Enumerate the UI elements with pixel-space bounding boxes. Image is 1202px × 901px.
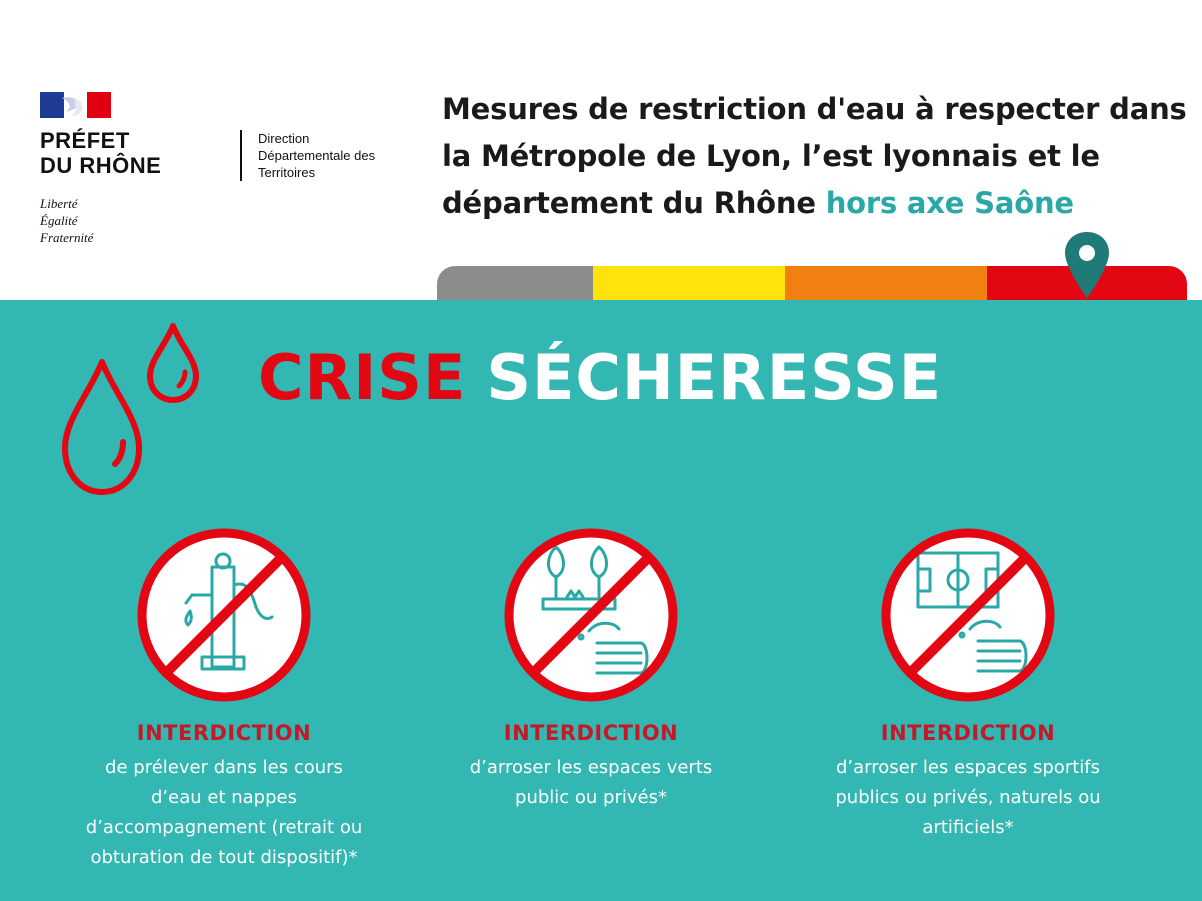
level-vigilance-segment	[437, 266, 593, 302]
restriction-label: INTERDICTION	[880, 721, 1056, 745]
restriction-desc-line: public ou privés*	[515, 787, 667, 808]
restriction-label: INTERDICTION	[503, 721, 679, 745]
marianne-flag-icon	[40, 92, 111, 118]
water-pump-prohibited-icon	[134, 525, 314, 705]
water-drops-icon	[55, 322, 205, 502]
republic-motto	[40, 195, 93, 246]
restriction-desc-line: d’arroser les espaces verts	[469, 757, 713, 778]
page-title	[442, 86, 1187, 227]
restriction-item-sports-fields	[788, 525, 1148, 843]
level-alerte-renforcee-segment	[785, 266, 987, 302]
restriction-label: INTERDICTION	[136, 721, 312, 745]
location-pin-icon	[1062, 230, 1112, 302]
title-main: Mesures de restriction d'eau à respecter dans la Métropole de Lyon, l’est lyonnais et le département du Rhône	[442, 92, 1187, 220]
watering-sports-fields-prohibited-icon	[878, 525, 1058, 705]
crisis-headline	[258, 338, 942, 418]
restriction-desc-line: obturation de tout dispositif)*	[90, 847, 358, 868]
direction-line-2: Départementale des	[258, 148, 376, 163]
motto-line-3: Fraternité	[40, 230, 94, 245]
headline-topic: SÉCHERESSE	[486, 341, 943, 414]
direction-name	[240, 130, 375, 181]
motto-line-1: Liberté	[40, 196, 78, 211]
headline-level: CRISE	[258, 341, 467, 414]
motto-line-2: Égalité	[40, 213, 78, 228]
restriction-desc-line: de prélever dans les cours	[105, 757, 343, 778]
prefecture-line-1: PRÉFET	[40, 128, 130, 153]
prefecture-name	[40, 128, 161, 178]
prefecture-logo	[40, 92, 240, 252]
restriction-desc-line: publics ou privés, naturels ou	[835, 787, 1101, 808]
restriction-item-green-spaces	[411, 525, 771, 813]
restriction-desc-line: d’eau et nappes	[151, 787, 297, 808]
restriction-desc-line: d’arroser les espaces sportifs	[836, 757, 1100, 778]
restriction-description	[411, 753, 771, 813]
direction-line-3: Territoires	[258, 165, 316, 180]
restriction-description	[788, 753, 1148, 843]
watering-green-spaces-prohibited-icon	[501, 525, 681, 705]
restriction-item-river-withdrawal	[44, 525, 404, 873]
direction-line-1: Direction	[258, 131, 310, 146]
prefecture-line-2: DU RHÔNE	[40, 153, 162, 178]
restriction-desc-line: d’accompagnement (retrait ou	[85, 817, 363, 838]
restriction-desc-line: artificiels*	[922, 817, 1014, 838]
level-alerte-segment	[593, 266, 785, 302]
restriction-description	[44, 753, 404, 873]
title-highlight: hors axe Saône	[825, 186, 1074, 220]
